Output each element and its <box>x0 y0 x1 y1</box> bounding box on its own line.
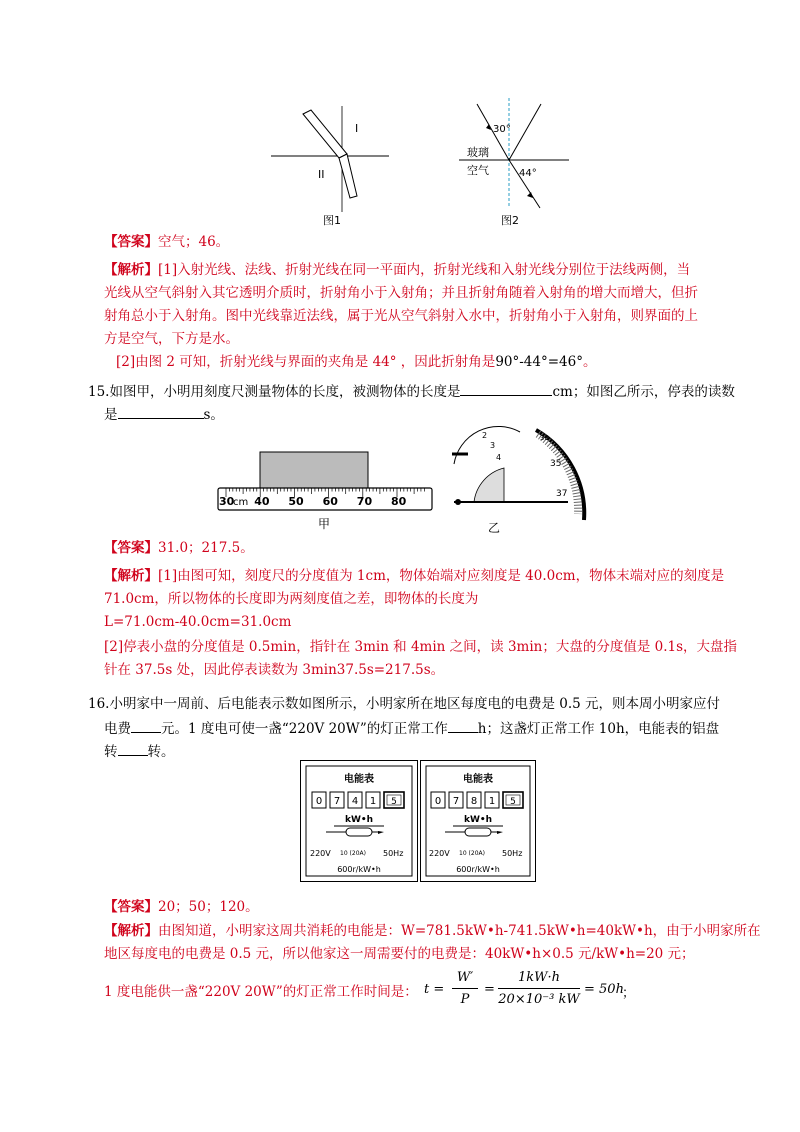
q15-analysis-line: 【解析】[1]由图可知，刻度尺的分度值为 1cm，物体始端对应刻度是 40.0cm，物体末端对应的刻度是 <box>104 568 725 584</box>
meter-digit: 7 <box>333 796 341 807</box>
small-tick-label: 4 <box>496 453 502 462</box>
ruler-unit-label: cm <box>233 497 249 508</box>
ruler-figure <box>214 444 436 536</box>
ruler-tick-label: 60 <box>322 495 338 508</box>
meter-unit: kW•h <box>344 815 374 825</box>
ruler-tick-label: 50 <box>288 495 304 508</box>
big-tick-label: 33 <box>540 434 549 442</box>
meter-spec-frequency: 50Hz <box>502 849 523 858</box>
meter-digit: 4 <box>351 796 359 807</box>
meter-digit: 0 <box>315 796 323 807</box>
hand-pivot <box>455 499 461 505</box>
fig2-glass-label: 玻璃 <box>467 146 489 159</box>
fraction-bar <box>452 988 478 989</box>
q16-stem-line: 电费 元。1 度电可使一盏“220V 20W”的灯正常工作 h；这盏灯正常工作 10h，电能表的铝盘 <box>104 718 719 739</box>
meter-disc-window <box>346 828 372 836</box>
q15-stem-line: 15.如图甲，小明用刻度尺测量物体的长度，被测物体的长度是 cm；如图乙所示，停表的读数 <box>88 381 735 402</box>
formula-numerator-w: W′ <box>456 970 474 985</box>
q16-analysis-line: 地区每度电的电费是 0.5 元，所以他家这一周需要付的电费是：40kW•h×0.5 元/kW•h=20 元； <box>104 946 695 962</box>
meter-digit: 1 <box>369 796 377 807</box>
meter-digit: 8 <box>470 796 478 807</box>
q14-analysis-line: [2]由图 2 可知，折射光线与界面的夹角是 44° ，因此折射角是90°-44°=46°。 <box>116 354 597 370</box>
meter-drawing <box>420 760 536 882</box>
formula-denominator-p: P <box>460 992 470 1007</box>
q15-analysis-line: L=71.0cm-40.0cm=31.0cm <box>104 614 292 630</box>
meter-digit: 7 <box>452 796 460 807</box>
stopwatch-caption: 乙 <box>488 521 501 535</box>
fig1-label-i: I <box>355 122 359 135</box>
q15-stem-line: 是 s。 <box>104 404 224 425</box>
q16-analysis-line: 1 度电能供一盏“220V 20W”的灯正常工作时间是： <box>104 984 418 1000</box>
stopwatch-figure <box>446 424 592 536</box>
formula-end: ； <box>622 986 636 1001</box>
meter-digit: 5 <box>510 797 516 807</box>
q14-analysis-line: 【解析】[1]入射光线、法线、折射光线在同一平面内，折射光线和入射光线分别位于法线两侧，当 <box>104 262 691 278</box>
formula-numerator-value: 1kW·h <box>517 970 560 985</box>
q14-answer: 【答案】空气；46。 <box>104 234 230 250</box>
fraction-bar <box>498 988 580 989</box>
q15-analysis-line: 针在 37.5s 处，因此停表读数为 3min37.5s=217.5s。 <box>104 662 445 678</box>
electric-meter-before <box>300 760 418 882</box>
ray-upper-right <box>509 104 541 160</box>
refraction-figure-2 <box>455 96 575 230</box>
q14-analysis-line: 方是空气，下方是水。 <box>104 331 239 347</box>
ruler-tick-label: 30 <box>219 495 235 508</box>
power-time-formula <box>424 968 634 1012</box>
q16-stem-line: 转 转。 <box>104 741 175 762</box>
small-tick-label: 2 <box>482 431 488 440</box>
meter-digit: 5 <box>391 797 397 807</box>
meter-spec-current: 10 (20A) <box>340 850 366 857</box>
small-tick-label: 3 <box>490 441 496 450</box>
fig2-caption: 图2 <box>501 214 519 227</box>
ruler-tick-label: 70 <box>356 495 373 508</box>
meter-title: 电能表 <box>463 774 493 785</box>
q16-answer: 【答案】20；50；120。 <box>104 899 259 915</box>
q14-analysis-line: 光线从空气斜射入其它透明介质时，折射角小于入射角；并且折射角随着入射角的增大而增大，但折 <box>104 285 698 301</box>
fig1-caption: 图1 <box>323 214 341 227</box>
meter-rev-constant: 600r/kW•h <box>456 865 500 874</box>
dial-shade <box>460 468 504 502</box>
meter-digit: 1 <box>488 796 496 807</box>
meter-unit: kW•h <box>463 815 493 825</box>
meter-digit: 0 <box>434 796 442 807</box>
ruler-caption: 甲 <box>318 517 331 531</box>
q15-analysis-line: 71.0cm，所以物体的长度即为两刻度值之差，即物体的长度为 <box>104 591 479 607</box>
fig1-label-ii: II <box>318 168 325 181</box>
electric-meters-figure <box>300 760 536 882</box>
q16-analysis-line: 【解析】由图知道，小明家这周共消耗的电能是：W=781.5kW•h-741.5kW•h=40kW•h，由于小明家所在 <box>104 923 761 939</box>
refraction-figure-1 <box>265 96 395 230</box>
big-tick-label: 35 <box>550 459 562 469</box>
fig2-angle-44: 44° <box>519 168 537 179</box>
q16-stem-line: 16.小明家中一周前、后电能表示数如图所示，小明家所在地区每度电的电费是 0.5 元，则本周小明家应付 <box>88 696 721 712</box>
fig2-air-label: 空气 <box>467 164 489 177</box>
electric-meter-after <box>420 760 536 882</box>
meter-spec-frequency: 50Hz <box>383 849 404 858</box>
big-dial-rim <box>536 430 584 520</box>
formula-result: = 50h <box>584 982 624 997</box>
q14-analysis-line: 射角总小于入射角。图中光线靠近法线，属于光从空气斜射入水中，折射角小于入射角，则界面的上 <box>104 308 698 324</box>
meter-spec-current: 10 (20A) <box>459 850 485 857</box>
ruler-tick-label: 80 <box>391 495 407 508</box>
formula-t: t = <box>424 982 445 997</box>
measured-block <box>260 452 368 488</box>
formula-denominator-value: 20×10⁻³ kW <box>498 992 580 1007</box>
meter-disc-window <box>465 828 491 836</box>
q15-analysis-line: [2]停表小盘的分度值是 0.5min，指针在 3min 和 4min 之间，读 3min；大盘的分度值是 0.1s，大盘指 <box>104 639 738 655</box>
meter-rev-constant: 600r/kW•h <box>337 865 381 874</box>
big-tick-label: 37 <box>556 489 568 499</box>
incident-ray-bar <box>303 110 347 158</box>
fig2-angle-30: 30° <box>493 124 511 135</box>
ruler-tick-label: 40 <box>254 495 270 508</box>
formula-equals: = <box>484 982 495 997</box>
q15-answer: 【答案】31.0；217.5。 <box>104 540 254 556</box>
meter-spec-voltage: 220V <box>310 849 331 858</box>
meter-spec-voltage: 220V <box>429 849 450 858</box>
meter-title: 电能表 <box>344 774 374 785</box>
meter-drawing <box>300 760 418 882</box>
